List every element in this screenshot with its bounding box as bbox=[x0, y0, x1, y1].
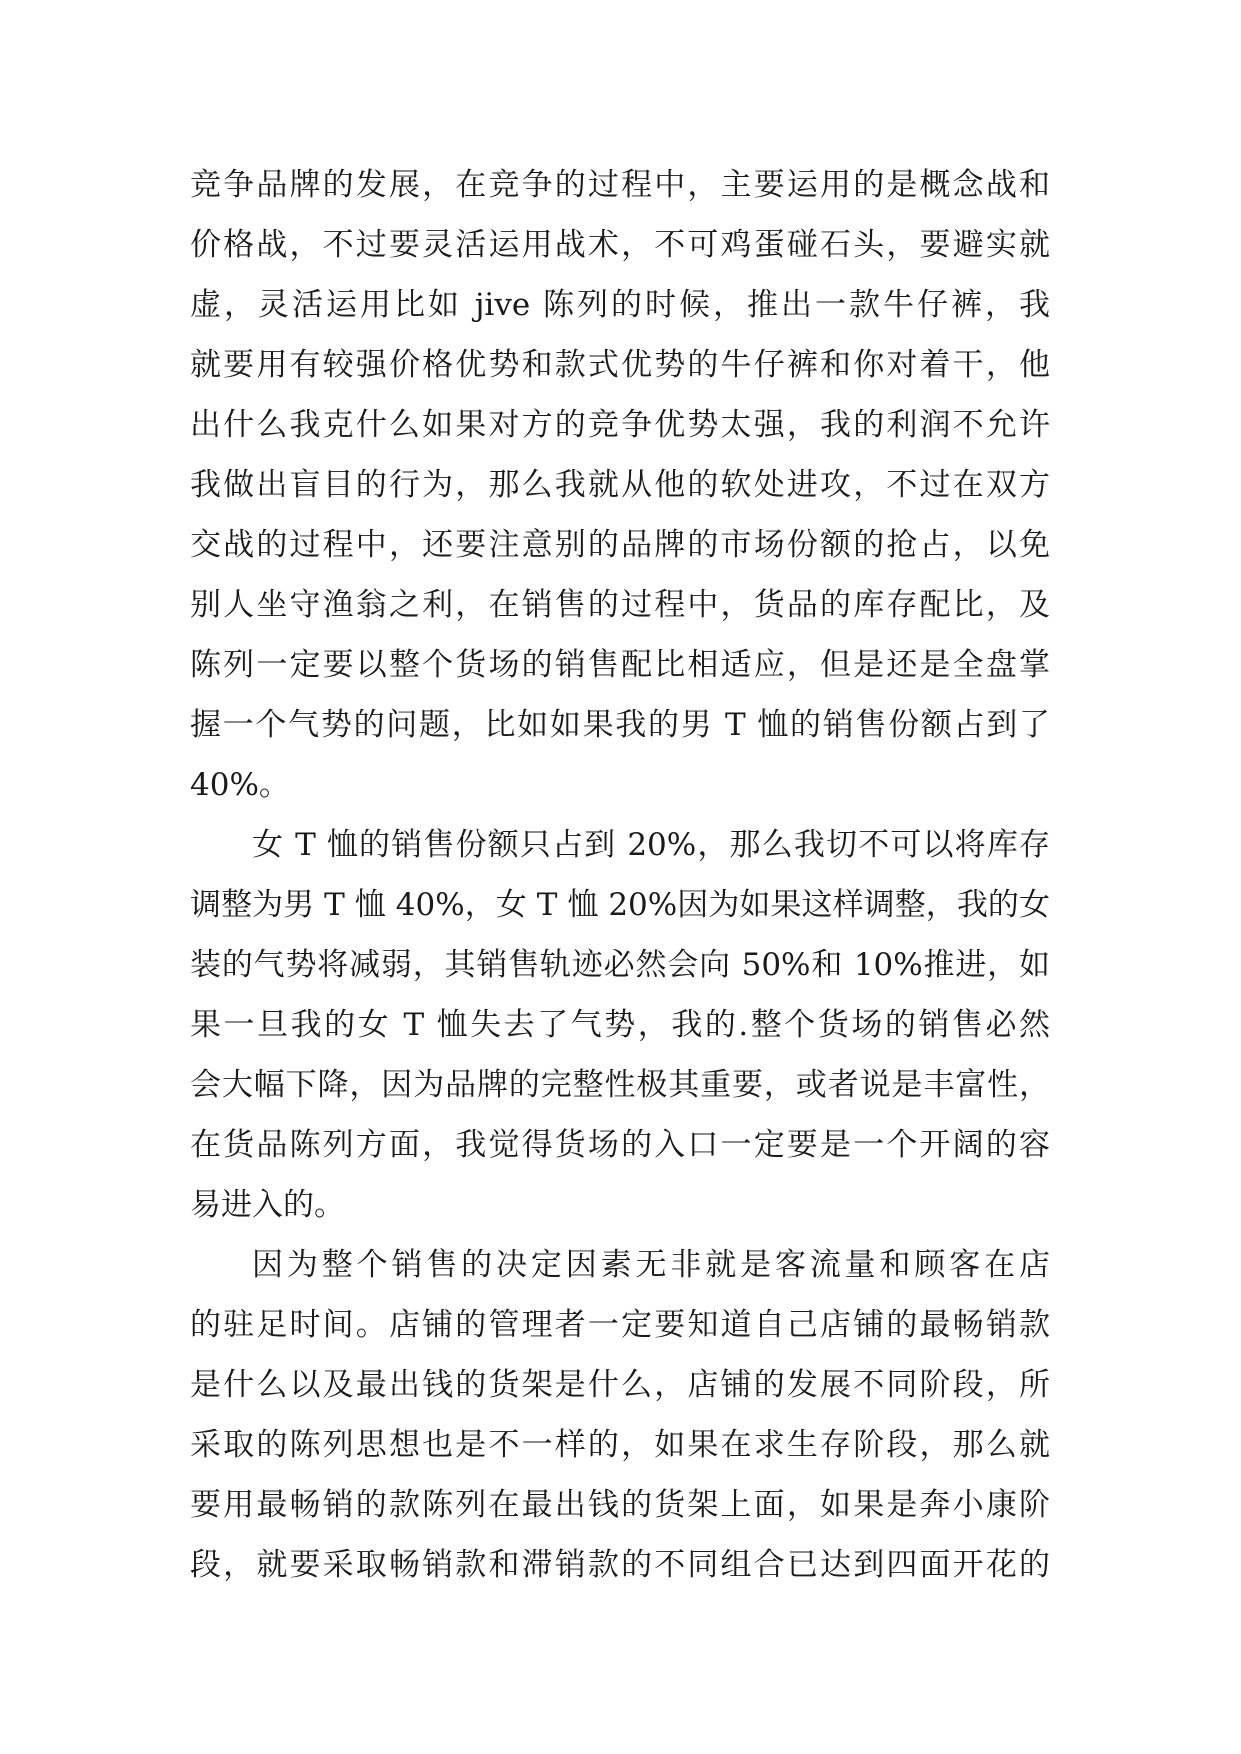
text-line: 采取的陈列思想也是不一样的，如果在求生存阶段，那么就 bbox=[190, 1427, 1050, 1463]
text-line: 我做出盲目的行为，那么我就从他的软处进攻，不过在双方 bbox=[190, 467, 1050, 503]
body-text bbox=[190, 155, 1050, 1595]
text-line: 段，就要采取畅销款和滞销款的不同组合已达到四面开花的 bbox=[190, 1547, 1050, 1583]
text-line: 在货品陈列方面，我觉得货场的入口一定要是一个开阔的容 bbox=[190, 1127, 1050, 1163]
text-line: 陈列一定要以整个货场的销售配比相适应，但是还是全盘掌 bbox=[190, 647, 1050, 683]
paragraph-3 bbox=[190, 1235, 1050, 1595]
text-line: 要用最畅销的款陈列在最出钱的货架上面，如果是奔小康阶 bbox=[190, 1487, 1050, 1523]
text-line: 虚，灵活运用比如 jive 陈列的时候，推出一款牛仔裤，我 bbox=[190, 287, 1050, 323]
text-line: 女 T 恤的销售份额只占到 20%，那么我切不可以将库存 bbox=[252, 827, 1050, 863]
text-line: 40%。 bbox=[190, 767, 290, 803]
text-line: 装的气势将减弱，其销售轨迹必然会向 50%和 10%推进，如 bbox=[190, 947, 1050, 983]
text-line: 因为整个销售的决定因素无非就是客流量和顾客在店 bbox=[252, 1247, 1050, 1283]
text-line: 出什么我克什么如果对方的竞争优势太强，我的利润不允许 bbox=[190, 407, 1050, 443]
text-line: 交战的过程中，还要注意别的品牌的市场份额的抢占，以免 bbox=[190, 527, 1050, 563]
text-line: 调整为男 T 恤 40%，女 T 恤 20%因为如果这样调整，我的女 bbox=[190, 887, 1050, 923]
text-line: 的驻足时间。店铺的管理者一定要知道自己店铺的最畅销款 bbox=[190, 1307, 1050, 1343]
text-line: 果一旦我的女 T 恤失去了气势，我的.整个货场的销售必然 bbox=[190, 1007, 1050, 1043]
paragraph-2 bbox=[190, 815, 1050, 1235]
text-line: 价格战，不过要灵活运用战术，不可鸡蛋碰石头，要避实就 bbox=[190, 227, 1050, 263]
text-line: 就要用有较强价格优势和款式优势的牛仔裤和你对着干，他 bbox=[190, 347, 1050, 383]
paragraph-1 bbox=[190, 155, 1050, 815]
text-line: 握一个气势的问题，比如如果我的男 T 恤的销售份额占到了 bbox=[190, 707, 1050, 743]
text-line: 别人坐守渔翁之利，在销售的过程中，货品的库存配比，及 bbox=[190, 587, 1050, 623]
text-line: 会大幅下降，因为品牌的完整性极其重要，或者说是丰富性， bbox=[190, 1067, 1050, 1103]
text-line: 易进入的。 bbox=[190, 1187, 345, 1223]
text-line: 是什么以及最出钱的货架是什么，店铺的发展不同阶段，所 bbox=[190, 1367, 1050, 1403]
text-line: 竞争品牌的发展，在竞争的过程中，主要运用的是概念战和 bbox=[190, 167, 1050, 203]
